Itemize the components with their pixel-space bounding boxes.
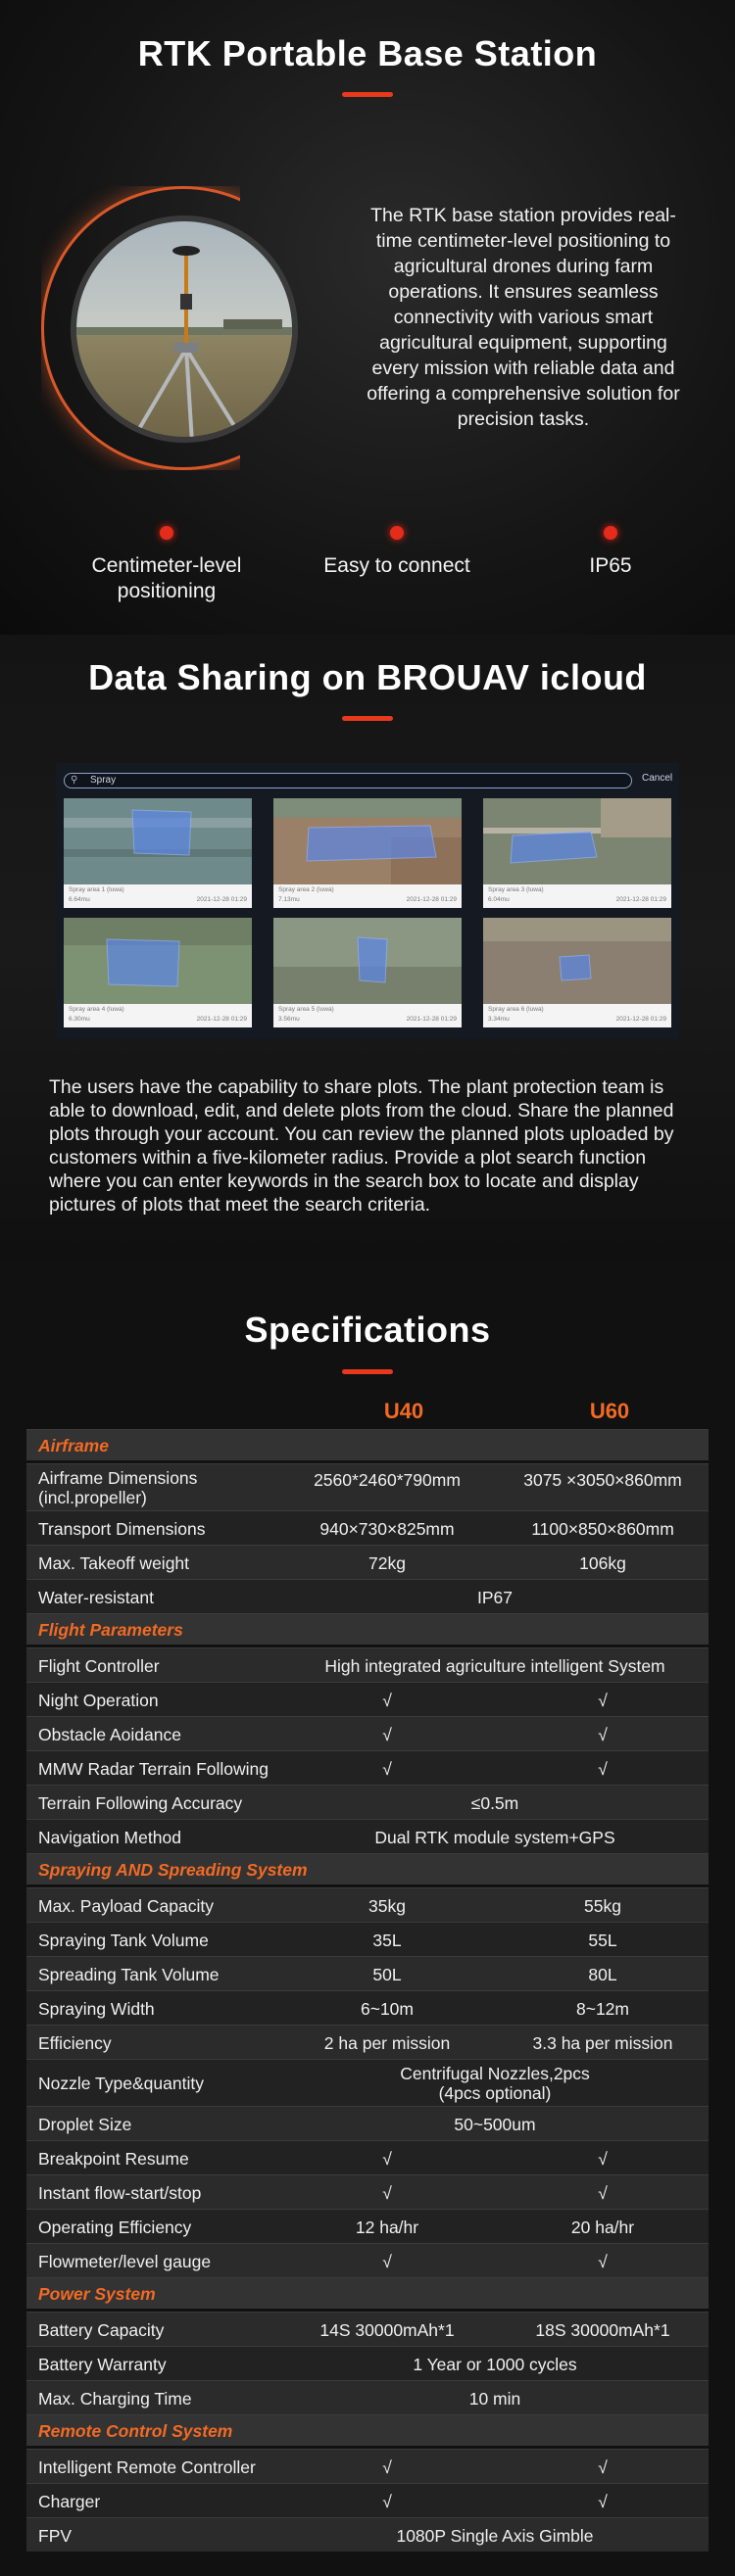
spec-label: Instant flow-start/stop <box>38 2183 202 2203</box>
spec-value-u40: 12 ha/hr <box>355 2218 419 2237</box>
spec-value-u40: √ <box>382 2149 392 2169</box>
spec-category-label: Remote Control System <box>38 2421 233 2441</box>
spec-row <box>26 1647 709 1682</box>
spec-label: Spraying Tank Volume <box>38 1931 209 1950</box>
spec-value-u60: 80L <box>588 1965 617 1984</box>
plot-card[interactable] <box>273 798 462 908</box>
plot-thumbnail <box>64 918 252 1004</box>
spec-value-u60: 3075 ×3050×860mm <box>523 1470 682 1490</box>
spec-category-label: Flight Parameters <box>38 1620 183 1640</box>
spec-row <box>26 1750 709 1785</box>
spec-value-u60: √ <box>598 1725 608 1744</box>
spec-label: Terrain Following Accuracy <box>38 1793 243 1813</box>
spec-category <box>26 1613 709 1645</box>
plot-area: 3.56mu <box>278 1016 300 1023</box>
spec-row <box>26 1682 709 1716</box>
bullet-dot-icon <box>390 526 404 540</box>
plot-card[interactable] <box>273 918 462 1027</box>
spec-row <box>26 1545 709 1579</box>
specs-title: Specifications <box>244 1310 491 1350</box>
spec-value-u40: √ <box>382 1691 392 1710</box>
plot-name: Spray area 1 (luwa) <box>69 886 124 893</box>
spec-value-u40: 6~10m <box>361 1999 414 2019</box>
spec-category <box>26 2414 709 2446</box>
spec-row <box>26 2517 709 2552</box>
spec-value-u60: 106kg <box>579 1553 626 1573</box>
spec-row <box>26 1956 709 1990</box>
plot-date: 2021-12-28 01:29 <box>196 1016 247 1023</box>
spec-value-u40: 940×730×825mm <box>319 1519 455 1539</box>
data-sharing-section <box>0 635 735 1262</box>
bullet-dot-icon <box>604 526 617 540</box>
plot-date: 2021-12-28 01:29 <box>196 896 247 903</box>
search-icon: ⚲ <box>71 775 78 786</box>
plot-card[interactable] <box>483 918 671 1027</box>
spec-value-shared: 1080P Single Axis Gimble <box>396 2526 594 2546</box>
spec-row <box>26 1716 709 1750</box>
feature-ip65 <box>503 526 718 579</box>
spec-label: Navigation Method <box>38 1828 181 1847</box>
plot-date: 2021-12-28 01:29 <box>615 896 666 903</box>
spec-category-label: Power System <box>38 2284 156 2304</box>
plot-date: 2021-12-28 01:29 <box>406 896 457 903</box>
plot-thumbnail <box>273 798 462 884</box>
spec-value-u60: 55kg <box>584 1896 621 1916</box>
spec-value-shared: 50~500um <box>454 2115 536 2134</box>
spec-value-shared: High integrated agriculture intelligent System <box>324 1656 665 1676</box>
sharing-description: The users have the capability to share plots. The plant protection team is able to download, edit, and delete plots from the cloud. Share the planned plots through your account. You can review the planned plots uploaded by customers within a five-kilometer radius. Provide a plot search function where you can enter keywords in the search box to locate and display pictures of plots that meet the search criteria. <box>49 1076 674 1216</box>
spec-label: Max. Charging Time <box>38 2389 192 2409</box>
spec-category-label: Spraying AND Spreading System <box>38 1860 308 1880</box>
feature-label: IP65 <box>589 554 632 577</box>
rtk-title: RTK Portable Base Station <box>137 33 598 73</box>
spec-value-u40: √ <box>382 2457 392 2477</box>
plot-card[interactable] <box>483 798 671 908</box>
spec-row <box>26 1579 709 1613</box>
spec-value-shared: IP67 <box>477 1588 513 1607</box>
spec-row <box>26 1887 709 1922</box>
spec-label: Operating Efficiency <box>38 2218 192 2237</box>
spec-row <box>26 2106 709 2140</box>
plot-date: 2021-12-28 01:29 <box>406 1016 457 1023</box>
col-header-u40: U40 <box>383 1399 424 1423</box>
spec-row <box>26 2483 709 2517</box>
spec-value-u60: 8~12m <box>576 1999 629 2019</box>
plot-name: Spray area 6 (luwa) <box>488 1006 544 1013</box>
spec-label: Battery Warranty <box>38 2355 167 2374</box>
spec-row <box>26 2174 709 2209</box>
plot-name: Spray area 4 (luwa) <box>69 1006 124 1013</box>
feature-connect <box>289 526 505 579</box>
spec-value-u40: √ <box>382 2252 392 2271</box>
spec-label: Droplet Size <box>38 2115 132 2134</box>
spec-row <box>26 1785 709 1819</box>
spec-label: Flowmeter/level gauge <box>38 2252 212 2271</box>
spec-label: Night Operation <box>38 1691 159 1710</box>
plot-card[interactable] <box>64 918 252 1027</box>
spec-row <box>26 2380 709 2414</box>
spec-value-shared: 10 min <box>468 2389 521 2409</box>
spec-row <box>26 2059 709 2106</box>
spec-value-shared: Dual RTK module system+GPS <box>374 1828 615 1847</box>
spec-value-u40: 2 ha per mission <box>323 2033 451 2053</box>
spec-label: Airframe Dimensions (incl.propeller) <box>38 1468 198 1507</box>
spec-label: Water-resistant <box>38 1588 154 1607</box>
spec-value-u40: √ <box>382 1759 392 1779</box>
spec-label: Max. Payload Capacity <box>38 1896 214 1916</box>
spec-value-u60: √ <box>598 1759 608 1779</box>
spec-row <box>26 2346 709 2380</box>
spec-value-u40: 72kg <box>368 1553 406 1573</box>
spec-category-label: Airframe <box>38 1436 109 1455</box>
spec-row <box>26 1990 709 2025</box>
spec-row <box>26 1510 709 1545</box>
spec-row <box>26 2243 709 2277</box>
spec-value-u60: √ <box>598 1691 608 1710</box>
spec-label: MMW Radar Terrain Following <box>38 1759 270 1779</box>
spec-value-u40: 50L <box>372 1965 402 1984</box>
plot-thumbnail <box>483 798 671 884</box>
spec-value-u40: 35kg <box>368 1896 406 1916</box>
spec-label: Efficiency <box>38 2033 112 2053</box>
spec-label: Breakpoint Resume <box>38 2149 189 2169</box>
spec-value-u60: 55L <box>588 1931 617 1950</box>
spec-row <box>26 1922 709 1956</box>
spec-label: Spreading Tank Volume <box>38 1965 220 1984</box>
spec-label: Charger <box>38 2492 101 2511</box>
rtk-base-station-photo <box>71 215 298 443</box>
spec-value-u60: √ <box>598 2492 608 2511</box>
spec-value-u60: √ <box>598 2457 608 2477</box>
spec-category <box>26 1429 709 1460</box>
spec-value-u40: √ <box>382 1725 392 1744</box>
spec-row <box>26 2449 709 2483</box>
spec-row <box>26 1819 709 1853</box>
search-value: Spray <box>90 775 117 786</box>
spec-value-u40: 2560*2460*790mm <box>314 1470 461 1490</box>
spec-value-u40: 14S 30000mAh*1 <box>319 2320 455 2340</box>
plot-area: 6.04mu <box>488 896 510 903</box>
spec-value-u40: √ <box>382 2492 392 2511</box>
spec-row <box>26 2209 709 2243</box>
spec-row <box>26 2025 709 2059</box>
plot-thumbnail <box>483 918 671 1004</box>
spec-row <box>26 2312 709 2346</box>
spec-value-u60: 18S 30000mAh*1 <box>535 2320 670 2340</box>
bullet-dot-icon <box>160 526 173 540</box>
spec-value-u60: 20 ha/hr <box>570 2218 635 2237</box>
specifications-section <box>0 1262 735 2576</box>
spec-value-u60: √ <box>598 2149 608 2169</box>
plot-area: 3.34mu <box>488 1016 510 1023</box>
spec-label: Battery Capacity <box>38 2320 165 2340</box>
search-input[interactable] <box>64 773 632 788</box>
title-underline <box>342 716 393 721</box>
spec-label: Obstacle Aoidance <box>38 1725 181 1744</box>
spec-label: FPV <box>38 2526 73 2546</box>
spec-label: Intelligent Remote Controller <box>38 2457 256 2477</box>
plot-name: Spray area 5 (luwa) <box>278 1006 334 1013</box>
col-header-u60: U60 <box>589 1399 630 1423</box>
rtk-description: The RTK base station provides real-time centimeter-level positioning to agricultural drones during farm operations. It ensures seamless connectivity with various smart agricultural equipment, supporting every mission with reliable data and offering a comprehensive solution for precision tasks. <box>367 205 680 430</box>
feature-label: Centimeter-level positioning <box>91 554 242 602</box>
title-underline <box>342 92 393 97</box>
spec-row <box>26 1463 709 1510</box>
plot-name: Spray area 2 (luwa) <box>278 886 334 893</box>
spec-value-u60: 1100×850×860mm <box>531 1519 674 1539</box>
feature-centimeter <box>59 526 274 604</box>
spec-category <box>26 2277 709 2309</box>
spec-category <box>26 1853 709 1884</box>
spec-label: Nozzle Type&quantity <box>38 2074 204 2093</box>
plot-thumbnail <box>273 918 462 1004</box>
spec-label: Spraying Width <box>38 1999 155 2019</box>
plot-area: 6.30mu <box>69 1016 90 1023</box>
rtk-photo-frame <box>41 186 325 470</box>
spec-value-u60: 3.3 ha per mission <box>532 2033 673 2053</box>
plot-area: 7.13mu <box>278 896 300 903</box>
title-underline <box>342 1369 393 1374</box>
rtk-section <box>0 0 735 635</box>
feature-label: Easy to connect <box>323 554 470 577</box>
spec-value-shared: Centrifugal Nozzles,2pcs (4pcs optional) <box>400 2064 590 2103</box>
plot-name: Spray area 3 (luwa) <box>488 886 544 893</box>
plot-thumbnail <box>64 798 252 884</box>
plot-date: 2021-12-28 01:29 <box>615 1016 666 1023</box>
spec-value-u60: √ <box>598 2252 608 2271</box>
spec-value-shared: 1 Year or 1000 cycles <box>413 2355 577 2374</box>
spec-value-shared: ≤0.5m <box>470 1793 519 1813</box>
spec-value-u40: 35L <box>372 1931 402 1950</box>
plot-search-screenshot <box>56 763 679 1039</box>
sharing-title: Data Sharing on BROUAV icloud <box>88 657 647 697</box>
plot-area: 6.64mu <box>69 896 90 903</box>
spec-label: Max. Takeoff weight <box>38 1553 190 1573</box>
spec-label: Flight Controller <box>38 1656 160 1676</box>
spec-value-u60: √ <box>598 2183 608 2203</box>
spec-label: Transport Dimensions <box>38 1519 206 1539</box>
spec-value-u40: √ <box>382 2183 392 2203</box>
cancel-button[interactable]: Cancel <box>642 773 673 784</box>
spec-row <box>26 2140 709 2174</box>
plot-card[interactable] <box>64 798 252 908</box>
